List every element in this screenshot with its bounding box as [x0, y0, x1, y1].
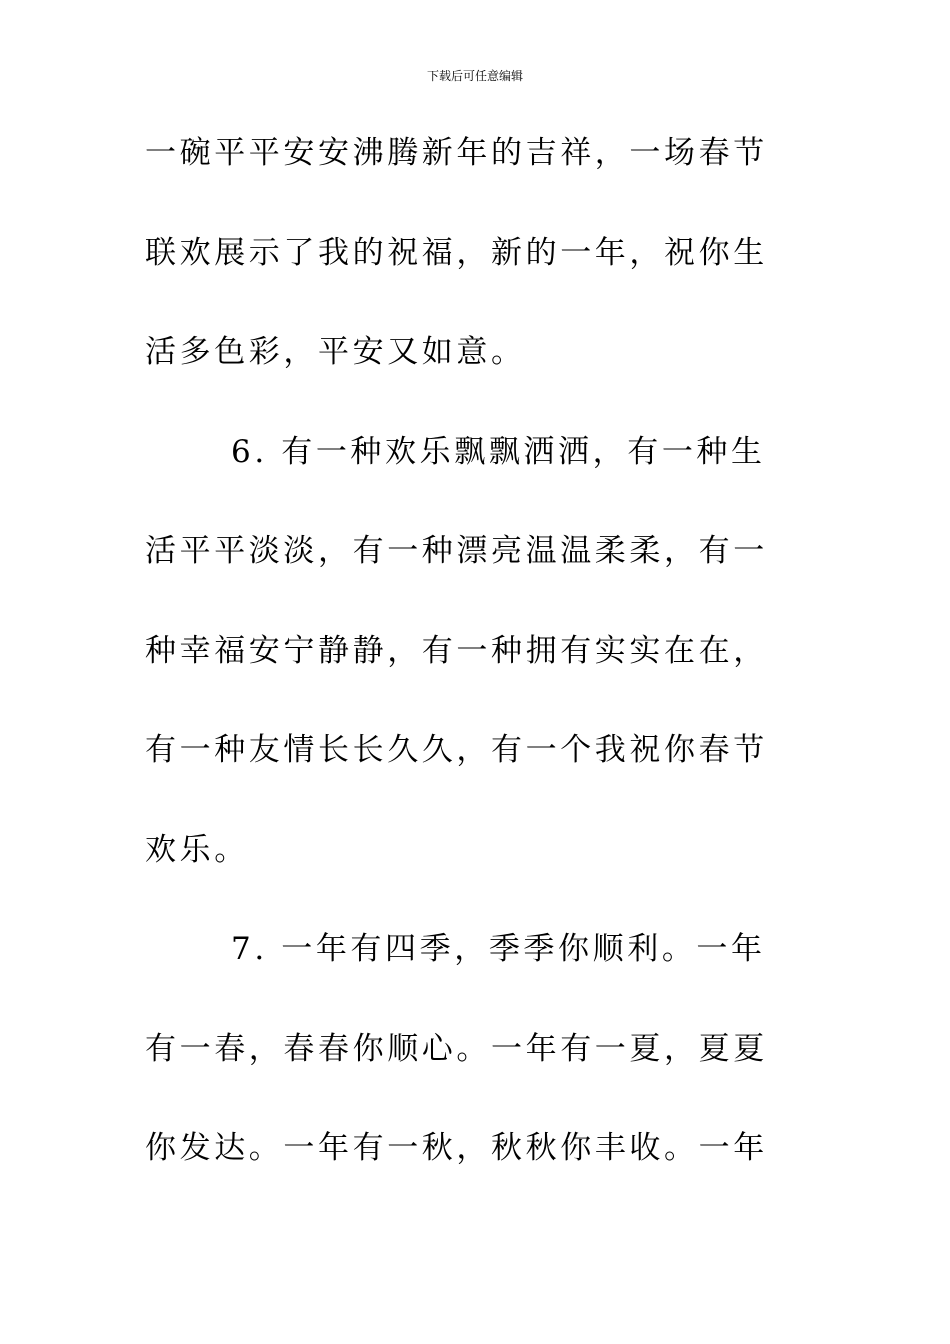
text-line: 你发达。一年有一秋，秋秋你丰收。一年 [145, 1130, 768, 1166]
text-line-item-6: 6. 有一种欢乐飘飘洒洒，有一种生 [231, 433, 766, 470]
text-line: 一碗平平安安沸腾新年的吉祥，一场春节 [145, 135, 768, 171]
text-line: 活多色彩，平安又如意。 [145, 334, 526, 370]
text-line: 种幸福安宁静静，有一种拥有实实在在， [145, 632, 768, 669]
text-line-item-7: 7. 一年有四季，季季你顺利。一年 [231, 931, 766, 967]
text-line: 有一种友情长长久久，有一个我祝你春节 [145, 732, 768, 768]
text-line: 联欢展示了我的祝福，新的一年，祝你生 [145, 234, 768, 271]
document-body [145, 123, 785, 1218]
text-line: 欢乐。 [145, 831, 249, 868]
page-header-note: 下载后可任意编辑 [426, 69, 523, 83]
text-line: 活平平淡淡，有一种漂亮温温柔柔，有一 [145, 533, 768, 569]
text-line: 有一春，春春你顺心。一年有一夏，夏夏 [145, 1030, 768, 1067]
